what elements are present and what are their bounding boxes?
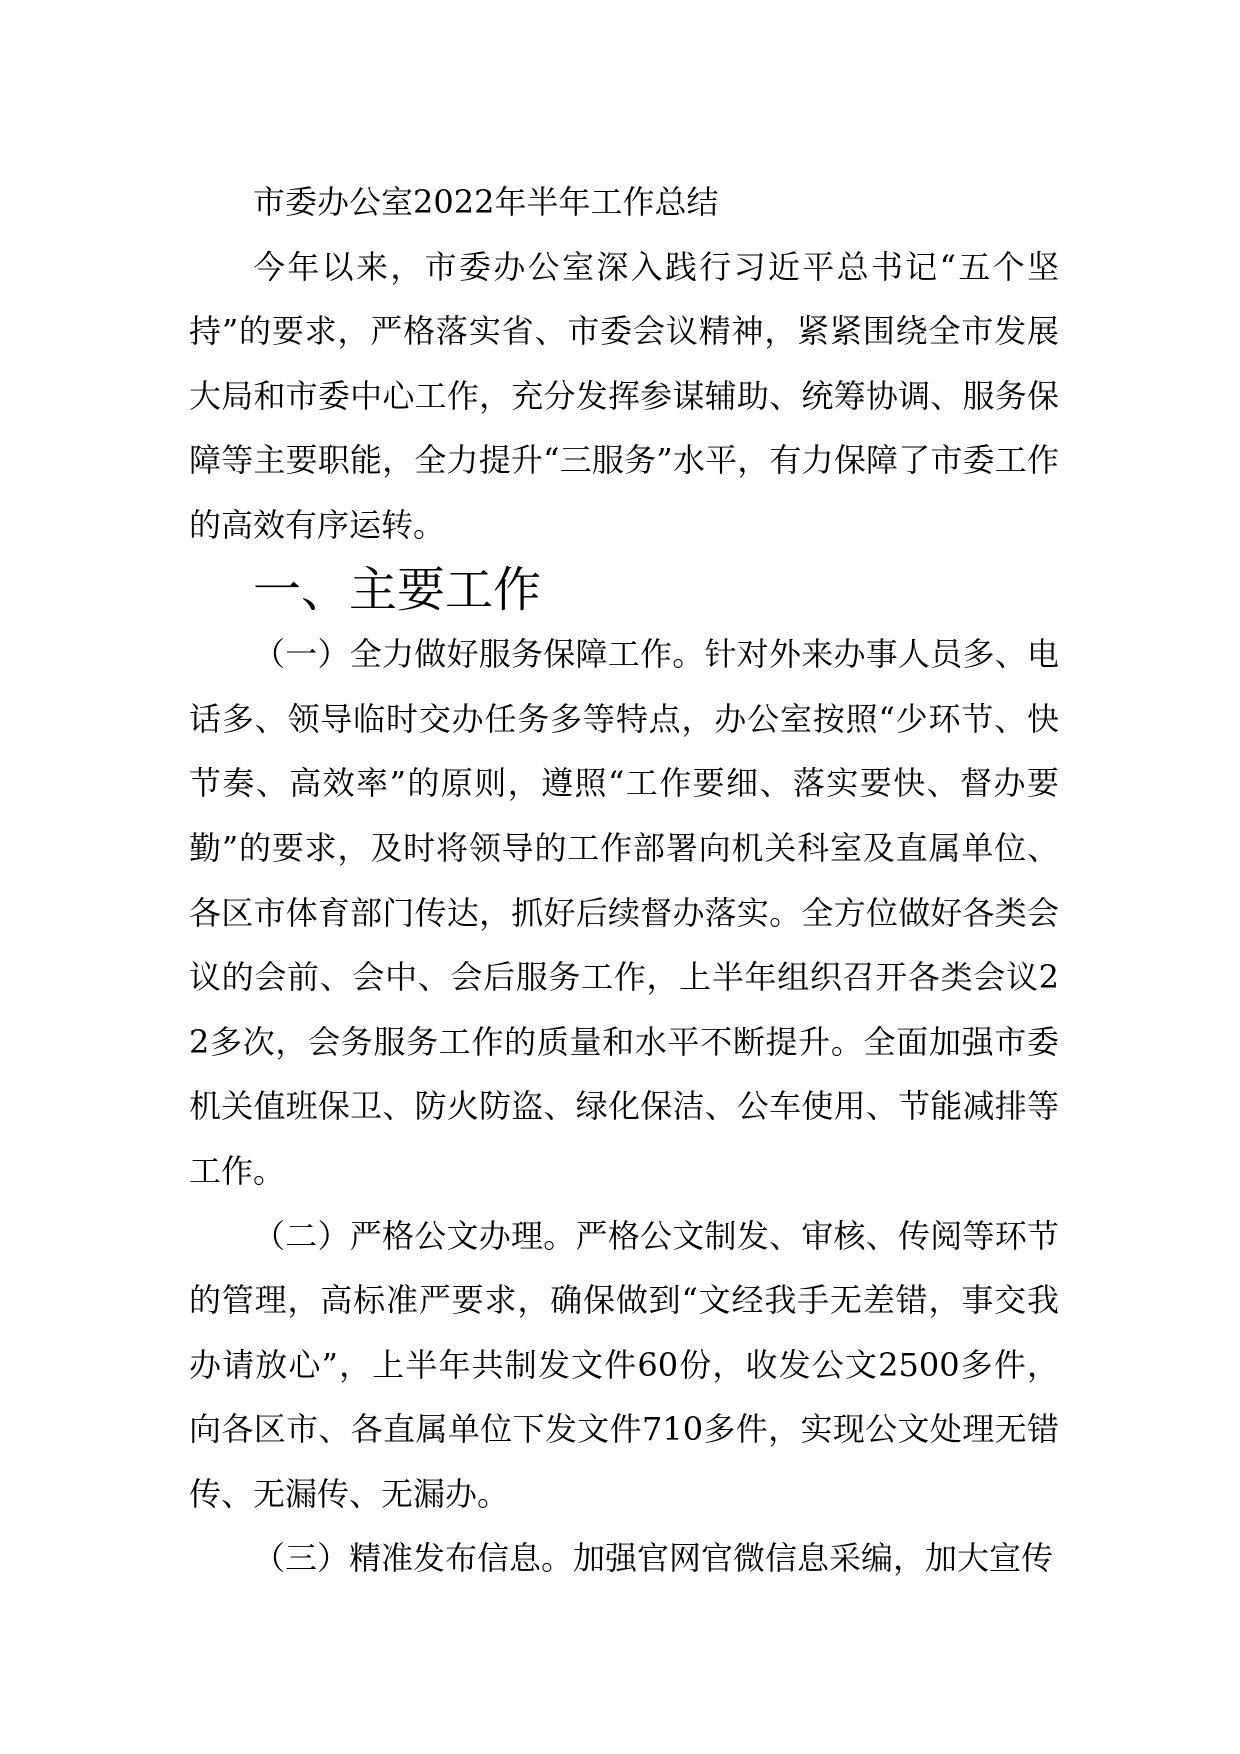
paragraph-document-handling: （二）严格公文办理。严格公文制发、审核、传阅等环节的管理，高标准严要求，确保做到“文经我手无差错，事交我办请放心”，上半年共制发文件60份，收发公文2500多件，向各区市、各直属单位下发文件710多件，实现公文处理无错传、无漏传、无漏办。	[189, 1216, 1059, 1513]
section-heading-main-work: 一、主要工作	[253, 561, 542, 618]
intro-paragraph: 今年以来，市委办公室深入践行习近平总书记“五个坚持”的要求，严格落实省、市委会议精神，紧紧围绕全市发展大局和市委中心工作，充分发挥参谋辅助、统筹协调、服务保障等主要职能，全力提升“三服务”水平，有力保障了市委工作的高效有序运转。	[189, 247, 1059, 544]
document-title: 市委办公室2022年半年工作总结	[253, 183, 719, 221]
paragraph-information-release: （三）精准发布信息。加强官网官微信息采编，加大宣传	[253, 1539, 1054, 1578]
paragraph-service-guarantee: （一）全力做好服务保障工作。针对外来办事人员多、电话多、领导临时交办任务多等特点，办公室按照“少环节、快节奏、高效率”的原则，遵照“工作要细、落实要快、督办要勤”的要求，及时将领导的工作部署向机关科室及直属单位、各区市体育部门传达，抓好后续督办落实。全方位做好各类会议的会前、会中、会后服务工作，上半年组织召开各类会议22多次，会务服务工作的质量和水平不断提升。全面加强市委机关值班保卫、防火防盗、绿化保洁、公车使用、节能减排等工作。	[189, 635, 1059, 1190]
document-body	[189, 170, 1059, 1591]
